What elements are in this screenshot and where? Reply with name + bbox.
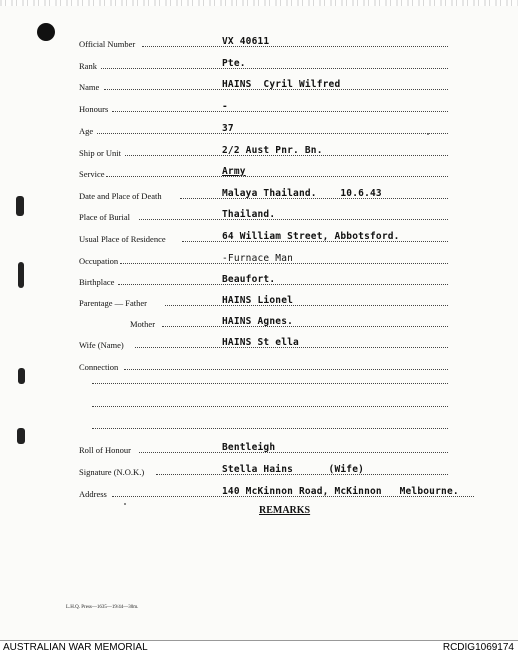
field-label: Birthplace: [79, 277, 115, 287]
field-value: 140 McKinnon Road, McKinnon Melbourne.: [222, 486, 459, 497]
dotted-line: [139, 219, 448, 220]
dotted-line: [106, 176, 448, 177]
field-service: [0, 164, 518, 180]
field-label: Mother: [130, 319, 156, 329]
dotted-line: [142, 46, 448, 47]
field-value: Pte.: [222, 58, 246, 69]
field-address: [0, 484, 518, 500]
field-label: Roll of Honour: [79, 445, 131, 455]
field-name: [0, 77, 518, 93]
field-value: 64 William Street, Abbotsford.: [222, 231, 400, 242]
field-label: Address: [79, 489, 107, 499]
dotted-line: [112, 111, 448, 112]
field-value: HAINS St ella: [222, 337, 299, 348]
field-label: Age: [79, 126, 94, 136]
field-connection: [0, 357, 518, 373]
field-label: Occupation: [79, 256, 119, 266]
field-birthplace: [0, 272, 518, 288]
dotted-line: [101, 68, 448, 69]
field-label: Service: [79, 169, 105, 179]
field-label: Signature (N.O.K.): [79, 467, 145, 477]
scan-edge-noise: [0, 0, 518, 6]
field-value: 2/2 Aust Pnr. Bn.: [222, 145, 323, 156]
field-label: Usual Place of Residence: [79, 234, 166, 244]
dotted-line: [162, 326, 448, 327]
archive-footer: [0, 640, 518, 654]
remarks-heading: REMARKS: [259, 505, 311, 516]
field-age: [0, 121, 518, 137]
field-honours: [0, 99, 518, 115]
field-official-number: [0, 34, 518, 50]
dotted-line: [165, 305, 448, 306]
field-label: Place of Burial: [79, 212, 130, 222]
field-signature: [0, 462, 518, 478]
field-wife: [0, 335, 518, 351]
field-rank: [0, 56, 518, 72]
field-value: HAINS Agnes.: [222, 316, 294, 327]
footer-record-id: RCDIG1069174: [442, 642, 514, 653]
field-label: Date and Place of Death: [79, 191, 162, 201]
field-place-of-burial: [0, 207, 518, 223]
field-value: -Furnace Man: [222, 253, 294, 264]
field-value: HAINS Cyril Wilfred: [222, 79, 341, 90]
field-value: Thailand.: [222, 209, 276, 220]
field-value: VX 40611: [222, 36, 270, 47]
field-usual-residence: [0, 229, 518, 245]
field-ship-or-unit: [0, 143, 518, 159]
dotted-line: [139, 452, 448, 453]
field-label: Rank: [79, 61, 97, 71]
field-value: Army: [222, 166, 246, 177]
field-occupation: [0, 251, 518, 267]
dotted-line: [92, 406, 448, 407]
field-value: Malaya Thailand. 10.6.43: [222, 188, 382, 199]
field-label: Honours: [79, 104, 109, 114]
field-label: Connection: [79, 362, 119, 372]
dotted-line: [97, 133, 448, 134]
field-value: HAINS Lionel: [222, 295, 294, 306]
field-father: [0, 293, 518, 309]
field-value: Stella Hains (Wife): [222, 464, 365, 475]
footer-institution: AUSTRALIAN WAR MEMORIAL: [3, 642, 148, 653]
dotted-line: [92, 428, 448, 429]
printer-note: L.H.Q. Press—1635—19/44—30m.: [66, 605, 139, 610]
field-roll-of-honour: [0, 440, 518, 456]
field-label: Official Number: [79, 39, 136, 49]
field-date-place-death: [0, 186, 518, 202]
dotted-line: [92, 383, 448, 384]
field-label: Ship or Unit: [79, 148, 122, 158]
field-label: Wife (Name): [79, 340, 124, 350]
field-value: Bentleigh: [222, 442, 276, 453]
field-label: Parentage — Father: [79, 298, 147, 308]
dotted-line: [124, 369, 448, 370]
field-label: Name: [79, 82, 100, 92]
field-mother: [0, 314, 518, 330]
field-value: -: [222, 101, 228, 112]
field-value: Beaufort.: [222, 274, 276, 285]
dotted-line: [118, 284, 448, 285]
field-value: 37: [222, 123, 234, 134]
scan-speck: [124, 503, 126, 505]
